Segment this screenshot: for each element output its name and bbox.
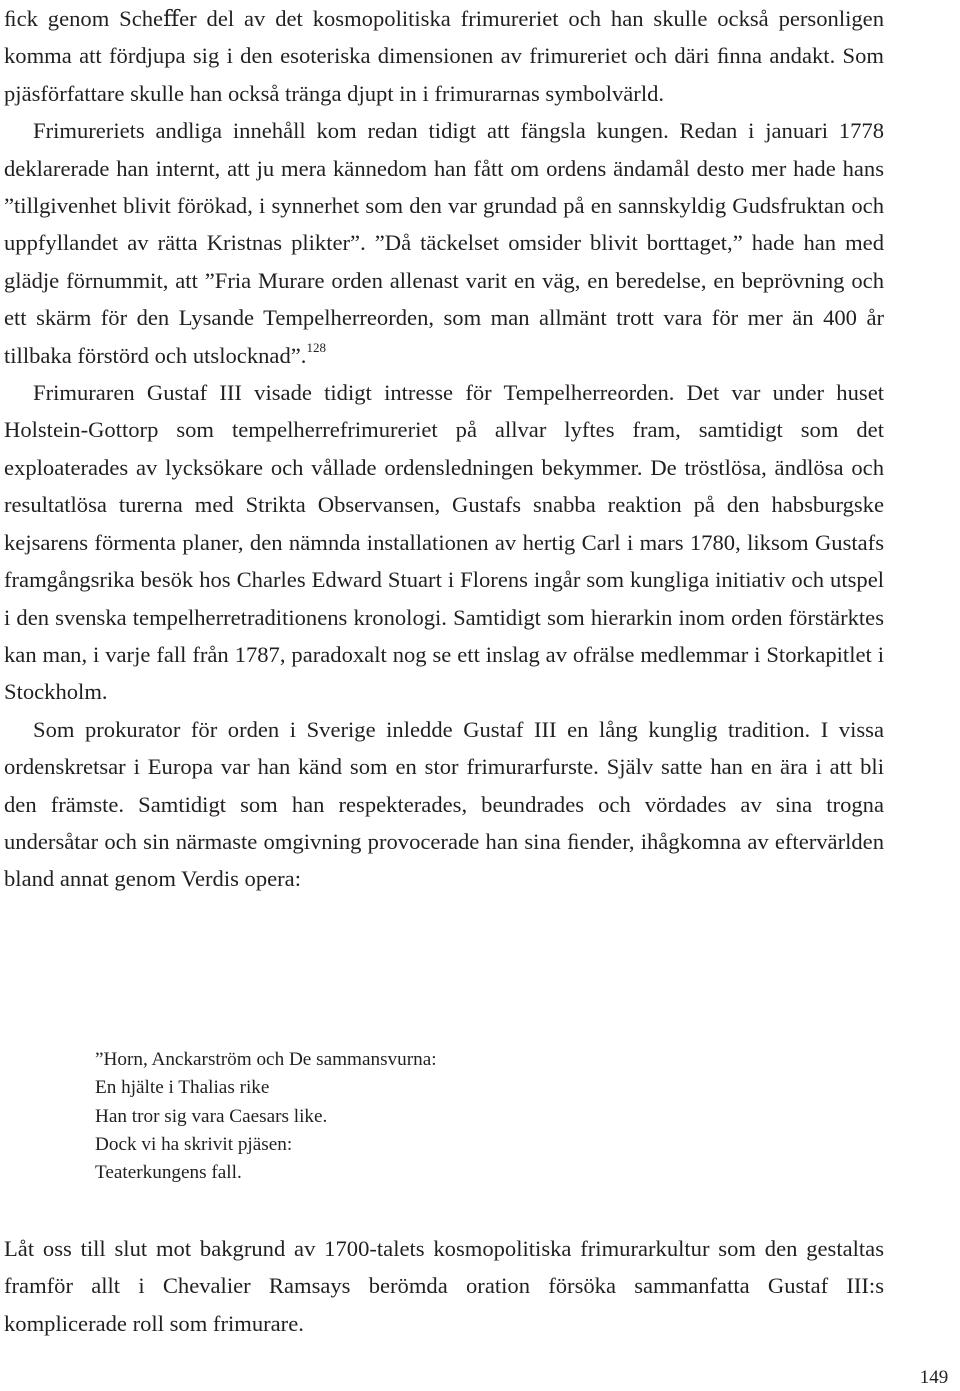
verse-line: ”Horn, Anckarström och De sammansvurna:: [95, 1049, 437, 1070]
verse-line: Han tror sig vara Caesars like.: [95, 1105, 328, 1127]
paragraph-2: [4, 112, 884, 374]
verse-line: En hjälte i Thalias rike: [95, 1077, 270, 1099]
paragraph-1: ﬁck genom Scheﬀer del av det kosmopolitiska frimureriet och han skulle också personligen komma att fördjupa sig i den esoteriska dimensionen av frimureriet och däri ﬁnna andakt. Som pjäsförfattare skulle han också tränga djupt in i frimurarnas symbolvärld.: [4, 6, 884, 106]
page-number: 149: [919, 1367, 949, 1388]
paragraph-4: Som prokurator för orden i Sverige inledde Gustaf III en lång kunglig tradition. I vissa ordenskretsar i Europa var han känd som en stor frimurarfurste. Själv satte han en ära i att bli den främste. Samtidigt som han respekterades, beundrades och vördades av sina trogna undersåtar och sin närmaste omgivning provocerade han sina ﬁender, ihågkomna av eftervärlden bland annat genom Verdis opera:: [4, 716, 884, 892]
footnote-marker: 128: [306, 339, 326, 355]
paragraph-2-text: Frimureriets andliga innehåll kom redan tidigt att fängsla kungen. Redan i januari 1778 deklarerade han internt, att ju mera kännedom han fått om ordens ändamål desto mer hade hans ”tillgivenhet blivit förökad, i synnerhet som den var grundad på en sannskyldig Gudsfruktan och uppfyllandet av rätta Kristnas plikter”. ”Då täckelset omsider blivit borttaget,” hade han med glädje förnummit, att ”Fria Murare orden allenast varit en väg, en beredelse, en beprövning och ett skärm för den Lysande Tempelherreorden, som man allmänt trott vara för mer än 400 år tillbaka förstörd och utslocknad”.: [4, 118, 884, 368]
verse-line: Teaterkungens fall.: [95, 1162, 242, 1184]
closing-paragraph: Låt oss till slut mot bakgrund av 1700-talets kosmopolitiska frimurarkultur som den gestaltas framför allt i Chevalier Ramsays berömda oration försöka sammanfatta Gustaf III:s komplicerade roll som frimurare.: [4, 1236, 884, 1336]
verse-line: Dock vi ha skrivit pjäsen:: [95, 1133, 293, 1155]
closing-text: [4, 1230, 884, 1342]
paragraph-3: Frimuraren Gustaf III visade tidigt intresse för Tempelherreorden. Det var under huset Holstein-Gottorp som tempelherrefrimureriet på allvar lyftes fram, samtidigt som det exploaterades av lycksökare och vållade ordensledningen bekymmer. De tröstlösa, ändlösa och resultatlösa turerna med Strikta Observansen, Gustafs snabba reaktion på den habsburgske kejsarens förmenta planer, den nämnda installationen av hertig Carl i mars 1780, liksom Gustafs framgångsrika besök hos Charles Edward Stuart i Florens ingår som kungliga initiativ och utspel i den svenska tempelherretraditionens kronologi. Samtidigt som hierarkin inom orden förstärktes kan man, i varje fall från 1787, paradoxalt nog se ett inslag av ofrälse medlemmar i Storkapitlet i Stockholm.: [4, 380, 884, 705]
body-text: [4, 0, 884, 898]
verse-quote: [95, 1046, 437, 1187]
